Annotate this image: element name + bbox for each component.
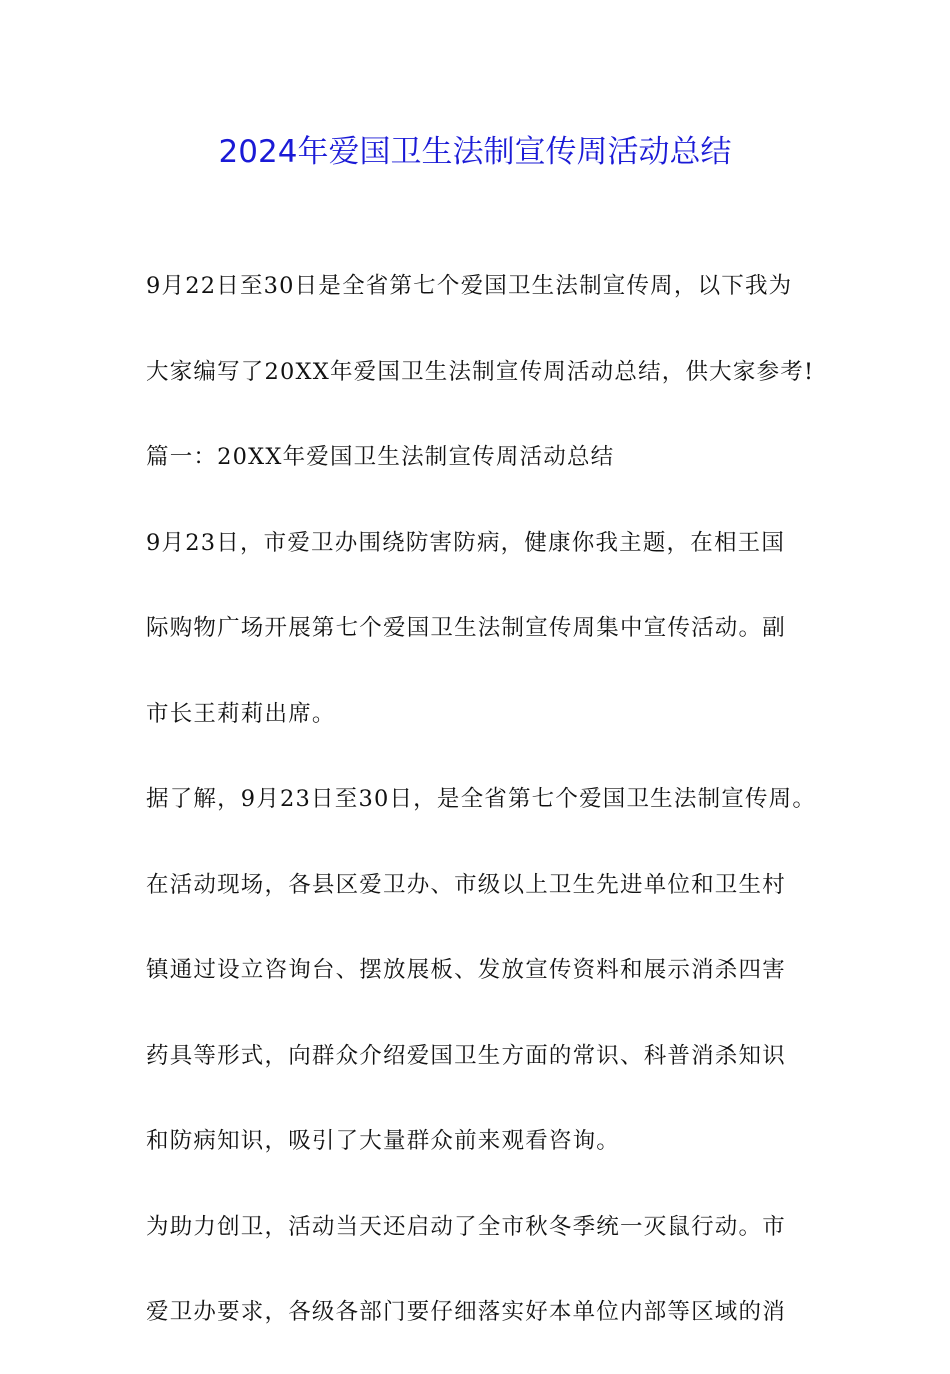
body-line-1: 9月22日至30日是全省第七个爱国卫生法制宣传周，以下我为 <box>146 273 793 299</box>
body-line-3: 篇一：20XX年爱国卫生法制宣传周活动总结 <box>146 444 615 470</box>
body-line-7: 据了解，9月23日至30日，是全省第七个爱国卫生法制宣传周。 <box>146 786 817 812</box>
body-line-9: 镇通过设立咨询台、摆放展板、发放宣传资料和展示消杀四害 <box>146 957 786 983</box>
body-line-12: 为助力创卫，活动当天还启动了全市秋冬季统一灭鼠行动。市 <box>146 1213 786 1240</box>
body-line-4: 9月23日，市爱卫办围绕防害防病，健康你我主题，在相王国 <box>146 529 786 556</box>
body-line-6: 市长王莉莉出席。 <box>146 700 336 727</box>
body-line-8: 在活动现场，各县区爱卫办、市级以上卫生先进单位和卫生村 <box>146 871 786 898</box>
body-line-10: 药具等形式，向群众介绍爱国卫生方面的常识、科普消杀知识 <box>146 1042 786 1069</box>
document-title: 2024年爱国卫生法制宣传周活动总结 <box>218 134 732 170</box>
body-line-11: 和防病知识，吸引了大量群众前来观看咨询。 <box>146 1128 621 1154</box>
body-line-2: 大家编写了20XX年爱国卫生法制宣传周活动总结，供大家参考! <box>146 358 815 385</box>
document-body <box>146 262 836 1374</box>
body-line-13: 爱卫办要求，各级各部门要仔细落实好本单位内部等区域的消 <box>146 1299 786 1325</box>
body-line-5: 际购物广场开展第七个爱国卫生法制宣传周集中宣传活动。副 <box>146 615 786 641</box>
